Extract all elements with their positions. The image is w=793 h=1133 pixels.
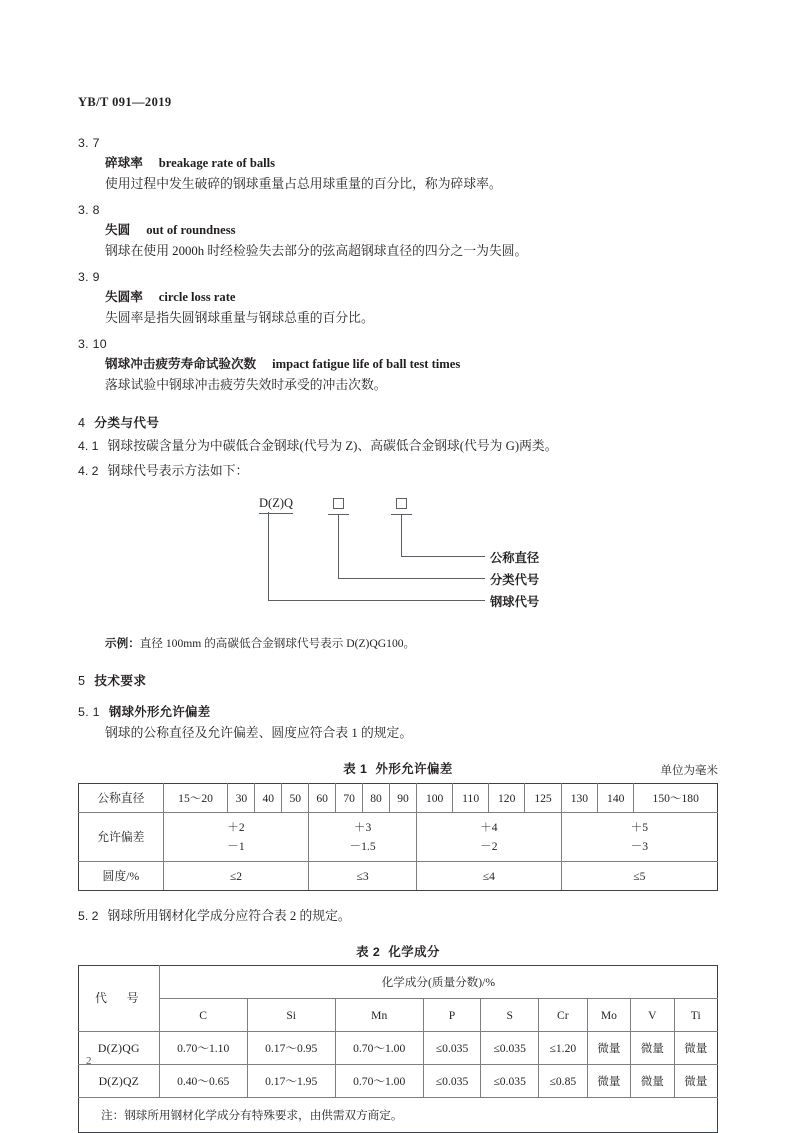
table1-diameter-cell: 80	[363, 784, 390, 813]
table1-roundness-group-3: ≤4	[416, 862, 561, 891]
table1-tolerance-group-2	[309, 813, 417, 862]
table2-cell: ≤0.035	[481, 1065, 539, 1098]
clause-number-3-10: 3. 10	[78, 337, 107, 351]
table2-cell: ≤0.035	[423, 1065, 481, 1098]
table2-element-header: P	[423, 999, 481, 1032]
table1-diameter-cell: 30	[228, 784, 255, 813]
example-text: 直径 100mm 的高碳低合金钢球代号表示 D(Z)QG100。	[139, 637, 416, 650]
term-en-3-8: out of roundness	[146, 223, 236, 237]
table1-tol-plus-2: ＋3	[353, 821, 372, 834]
section-number-5: 5	[78, 674, 86, 688]
table-shape-tolerance	[78, 783, 718, 891]
clause-5-1-text: 钢球的公称直径及允许偏差、圆度应符合表 1 的规定。	[105, 726, 413, 740]
clause-4-1-number: 4. 1	[78, 439, 99, 453]
table1-diameter-cell: 120	[488, 784, 524, 813]
term-definition-3-8: 钢球在使用 2000h 时经检验失去部分的弦高超钢球直径的四分之一为失圆。	[105, 244, 528, 258]
table1-diameter-cell: 90	[390, 784, 417, 813]
table2-footnote: 注：钢球所用钢材化学成分有特殊要求，由供需双方商定。	[79, 1098, 718, 1133]
term-definition-3-7: 使用过程中发生破碎的钢球重量占总用球重量的百分比，称为碎球率。	[105, 177, 502, 191]
example-label: 示例：	[105, 637, 140, 650]
table-row	[79, 1065, 718, 1098]
table2-cell: 0.40～0.65	[159, 1065, 247, 1098]
table1-tol-plus-4: ＋5	[630, 821, 649, 834]
table1-diameter-cell: 110	[453, 784, 489, 813]
table1-diameter-cell: 70	[336, 784, 363, 813]
table1-tol-minus-1: －1	[227, 840, 245, 853]
table1-header-diameter: 公称直径	[79, 784, 164, 813]
clause-5-1-number: 5. 1	[78, 705, 100, 719]
table2-code-header-text: 代 号	[95, 991, 143, 1005]
table1-tol-minus-4: －3	[630, 840, 649, 853]
table1-diameter-cell: 15～20	[163, 784, 228, 813]
table1-header-tolerance: 允许偏差	[79, 813, 164, 862]
diagram-label-classification-code: 分类代号	[490, 573, 540, 587]
term-zh-3-7: 碎球率	[105, 156, 143, 170]
table2-cell: 0.17～1.95	[247, 1065, 335, 1098]
table2-header-composition-group: 化学成分(质量分数)/%	[159, 966, 717, 999]
table1-diameter-cell: 50	[282, 784, 309, 813]
table1-diameter-cell: 125	[525, 784, 561, 813]
table2-header-code	[79, 966, 160, 1032]
table2-cell: ≤0.035	[423, 1032, 481, 1065]
table1-tol-minus-3: －2	[480, 840, 498, 853]
table2-cell: 微量	[674, 1032, 717, 1065]
diagram-leader-horizontal-diameter	[401, 556, 485, 557]
diagram-leader-horizontal-class	[338, 578, 485, 579]
table2-element-header: Ti	[674, 999, 717, 1032]
table1-diameter-cell: 130	[561, 784, 597, 813]
table2-cell: 微量	[631, 1065, 674, 1098]
section-number-4: 4	[78, 416, 86, 430]
term-en-3-7: breakage rate of balls	[158, 156, 276, 170]
table2-element-header: S	[481, 999, 539, 1032]
table2-cell: 0.17～0.95	[247, 1032, 335, 1065]
table-row	[79, 862, 718, 891]
table2-element-header: C	[159, 999, 247, 1032]
table2-cell: 0.70～1.10	[159, 1032, 247, 1065]
term-definition-3-9: 失圆率是指失圆钢球重量与钢球总重的百分比。	[105, 311, 374, 325]
term-zh-3-9: 失圆率	[105, 290, 143, 304]
table2-caption: 化学成分	[388, 945, 440, 959]
table-chemical-composition	[78, 965, 718, 1133]
diagram-leader-vertical-ball	[268, 512, 269, 600]
page-content	[78, 128, 718, 1133]
table-row	[79, 999, 718, 1032]
table2-cell: ≤1.20	[538, 1032, 587, 1065]
table2-cell: 0.70～1.00	[335, 1032, 423, 1065]
table1-diameter-cell: 150～180	[634, 784, 718, 813]
page-header-standard-number: YB/T 091—2019	[78, 95, 172, 109]
table-row	[79, 813, 718, 862]
table2-element-header: Mo	[587, 999, 630, 1032]
diagram-leader-vertical-class	[338, 514, 339, 578]
clause-4-2	[78, 460, 718, 482]
diagram-placeholder-box-2	[396, 498, 407, 509]
table1-caption: 外形允许偏差	[375, 762, 453, 776]
term-heading-3-10	[105, 354, 718, 375]
diagram-leader-vertical-diameter	[401, 514, 402, 556]
table1-diameter-cell: 60	[309, 784, 336, 813]
table-row	[79, 966, 718, 999]
clause-number-3-9: 3. 9	[78, 270, 100, 284]
table-row	[79, 784, 718, 813]
table1-diameter-cell: 100	[416, 784, 452, 813]
term-en-3-9: circle loss rate	[158, 290, 236, 304]
clause-5-1-title: 钢球外形允许偏差	[108, 705, 211, 719]
table1-tolerance-group-4	[561, 813, 717, 862]
table1-number: 表 1	[343, 762, 368, 776]
example-note	[105, 634, 718, 654]
table2-row-code: D(Z)QG	[79, 1032, 160, 1065]
clause-4-1-text: 钢球按碳含量分为中碳低合金钢球(代号为 Z)、高碳低合金钢球(代号为 G)两类。	[107, 439, 558, 453]
table1-tolerance-group-1	[163, 813, 308, 862]
table2-cell: 微量	[674, 1065, 717, 1098]
table2-row-code: D(Z)QZ	[79, 1065, 160, 1098]
clause-4-2-text: 钢球代号表示方法如下：	[107, 464, 249, 478]
term-heading-3-9	[105, 287, 718, 308]
table2-cell: 0.70～1.00	[335, 1065, 423, 1098]
section-heading-4	[78, 412, 718, 431]
table2-cell: 微量	[587, 1065, 630, 1098]
clause-5-2	[78, 905, 718, 927]
table1-diameter-cell: 140	[598, 784, 634, 813]
table2-cell: ≤0.035	[481, 1032, 539, 1065]
term-zh-3-8: 失圆	[105, 223, 131, 237]
clause-5-2-text: 钢球所用钢材化学成分应符合表 2 的规定。	[107, 909, 351, 923]
diagram-placeholder-box-1	[333, 498, 344, 509]
table2-cell: ≤0.85	[538, 1065, 587, 1098]
table1-unit-note: 单位为毫米	[660, 765, 718, 777]
clause-number-3-7: 3. 7	[78, 136, 100, 150]
table2-cell: 微量	[631, 1032, 674, 1065]
diagram-leader-horizontal-ball	[268, 600, 485, 601]
clause-5-1-heading	[78, 702, 718, 720]
term-definition-3-10: 落球试验中钢球冲击疲劳失效时承受的冲击次数。	[105, 378, 387, 392]
table2-number: 表 2	[356, 945, 381, 959]
table1-roundness-group-2: ≤3	[309, 862, 417, 891]
clause-4-2-number: 4. 2	[78, 464, 99, 478]
diagram-code-prefix: D(Z)Q	[259, 496, 293, 514]
table2-cell: 微量	[587, 1032, 630, 1065]
section-heading-5	[78, 670, 718, 689]
table1-header-roundness: 圆度/%	[79, 862, 164, 891]
table2-element-header: V	[631, 999, 674, 1032]
term-zh-3-10: 钢球冲击疲劳寿命试验次数	[105, 357, 257, 371]
table2-element-header: Cr	[538, 999, 587, 1032]
clause-4-1	[78, 435, 718, 457]
designation-diagram	[78, 496, 718, 628]
table2-title	[78, 942, 718, 960]
table1-diameter-cell: 40	[255, 784, 282, 813]
section-title-4: 分类与代号	[94, 416, 160, 430]
table1-tolerance-group-3	[416, 813, 561, 862]
table1-tol-minus-2: －1.5	[349, 840, 376, 853]
table1-roundness-group-1: ≤2	[163, 862, 308, 891]
term-en-3-10: impact fatigue life of ball test times	[272, 357, 461, 371]
term-heading-3-7	[105, 153, 718, 174]
table1-roundness-group-4: ≤5	[561, 862, 717, 891]
table2-element-header: Mn	[335, 999, 423, 1032]
table1-tol-plus-3: ＋4	[480, 821, 498, 834]
table-row	[79, 1032, 718, 1065]
term-heading-3-8	[105, 220, 718, 241]
table-row	[79, 1098, 718, 1133]
diagram-label-nominal-diameter: 公称直径	[490, 551, 540, 565]
clause-number-3-8: 3. 8	[78, 203, 100, 217]
table2-element-header: Si	[247, 999, 335, 1032]
table1-tol-plus-1: ＋2	[227, 821, 245, 834]
page-number: 2	[86, 1055, 92, 1067]
clause-5-2-number: 5. 2	[78, 909, 99, 923]
diagram-label-ball-code: 钢球代号	[490, 595, 540, 609]
section-title-5: 技术要求	[94, 674, 147, 688]
